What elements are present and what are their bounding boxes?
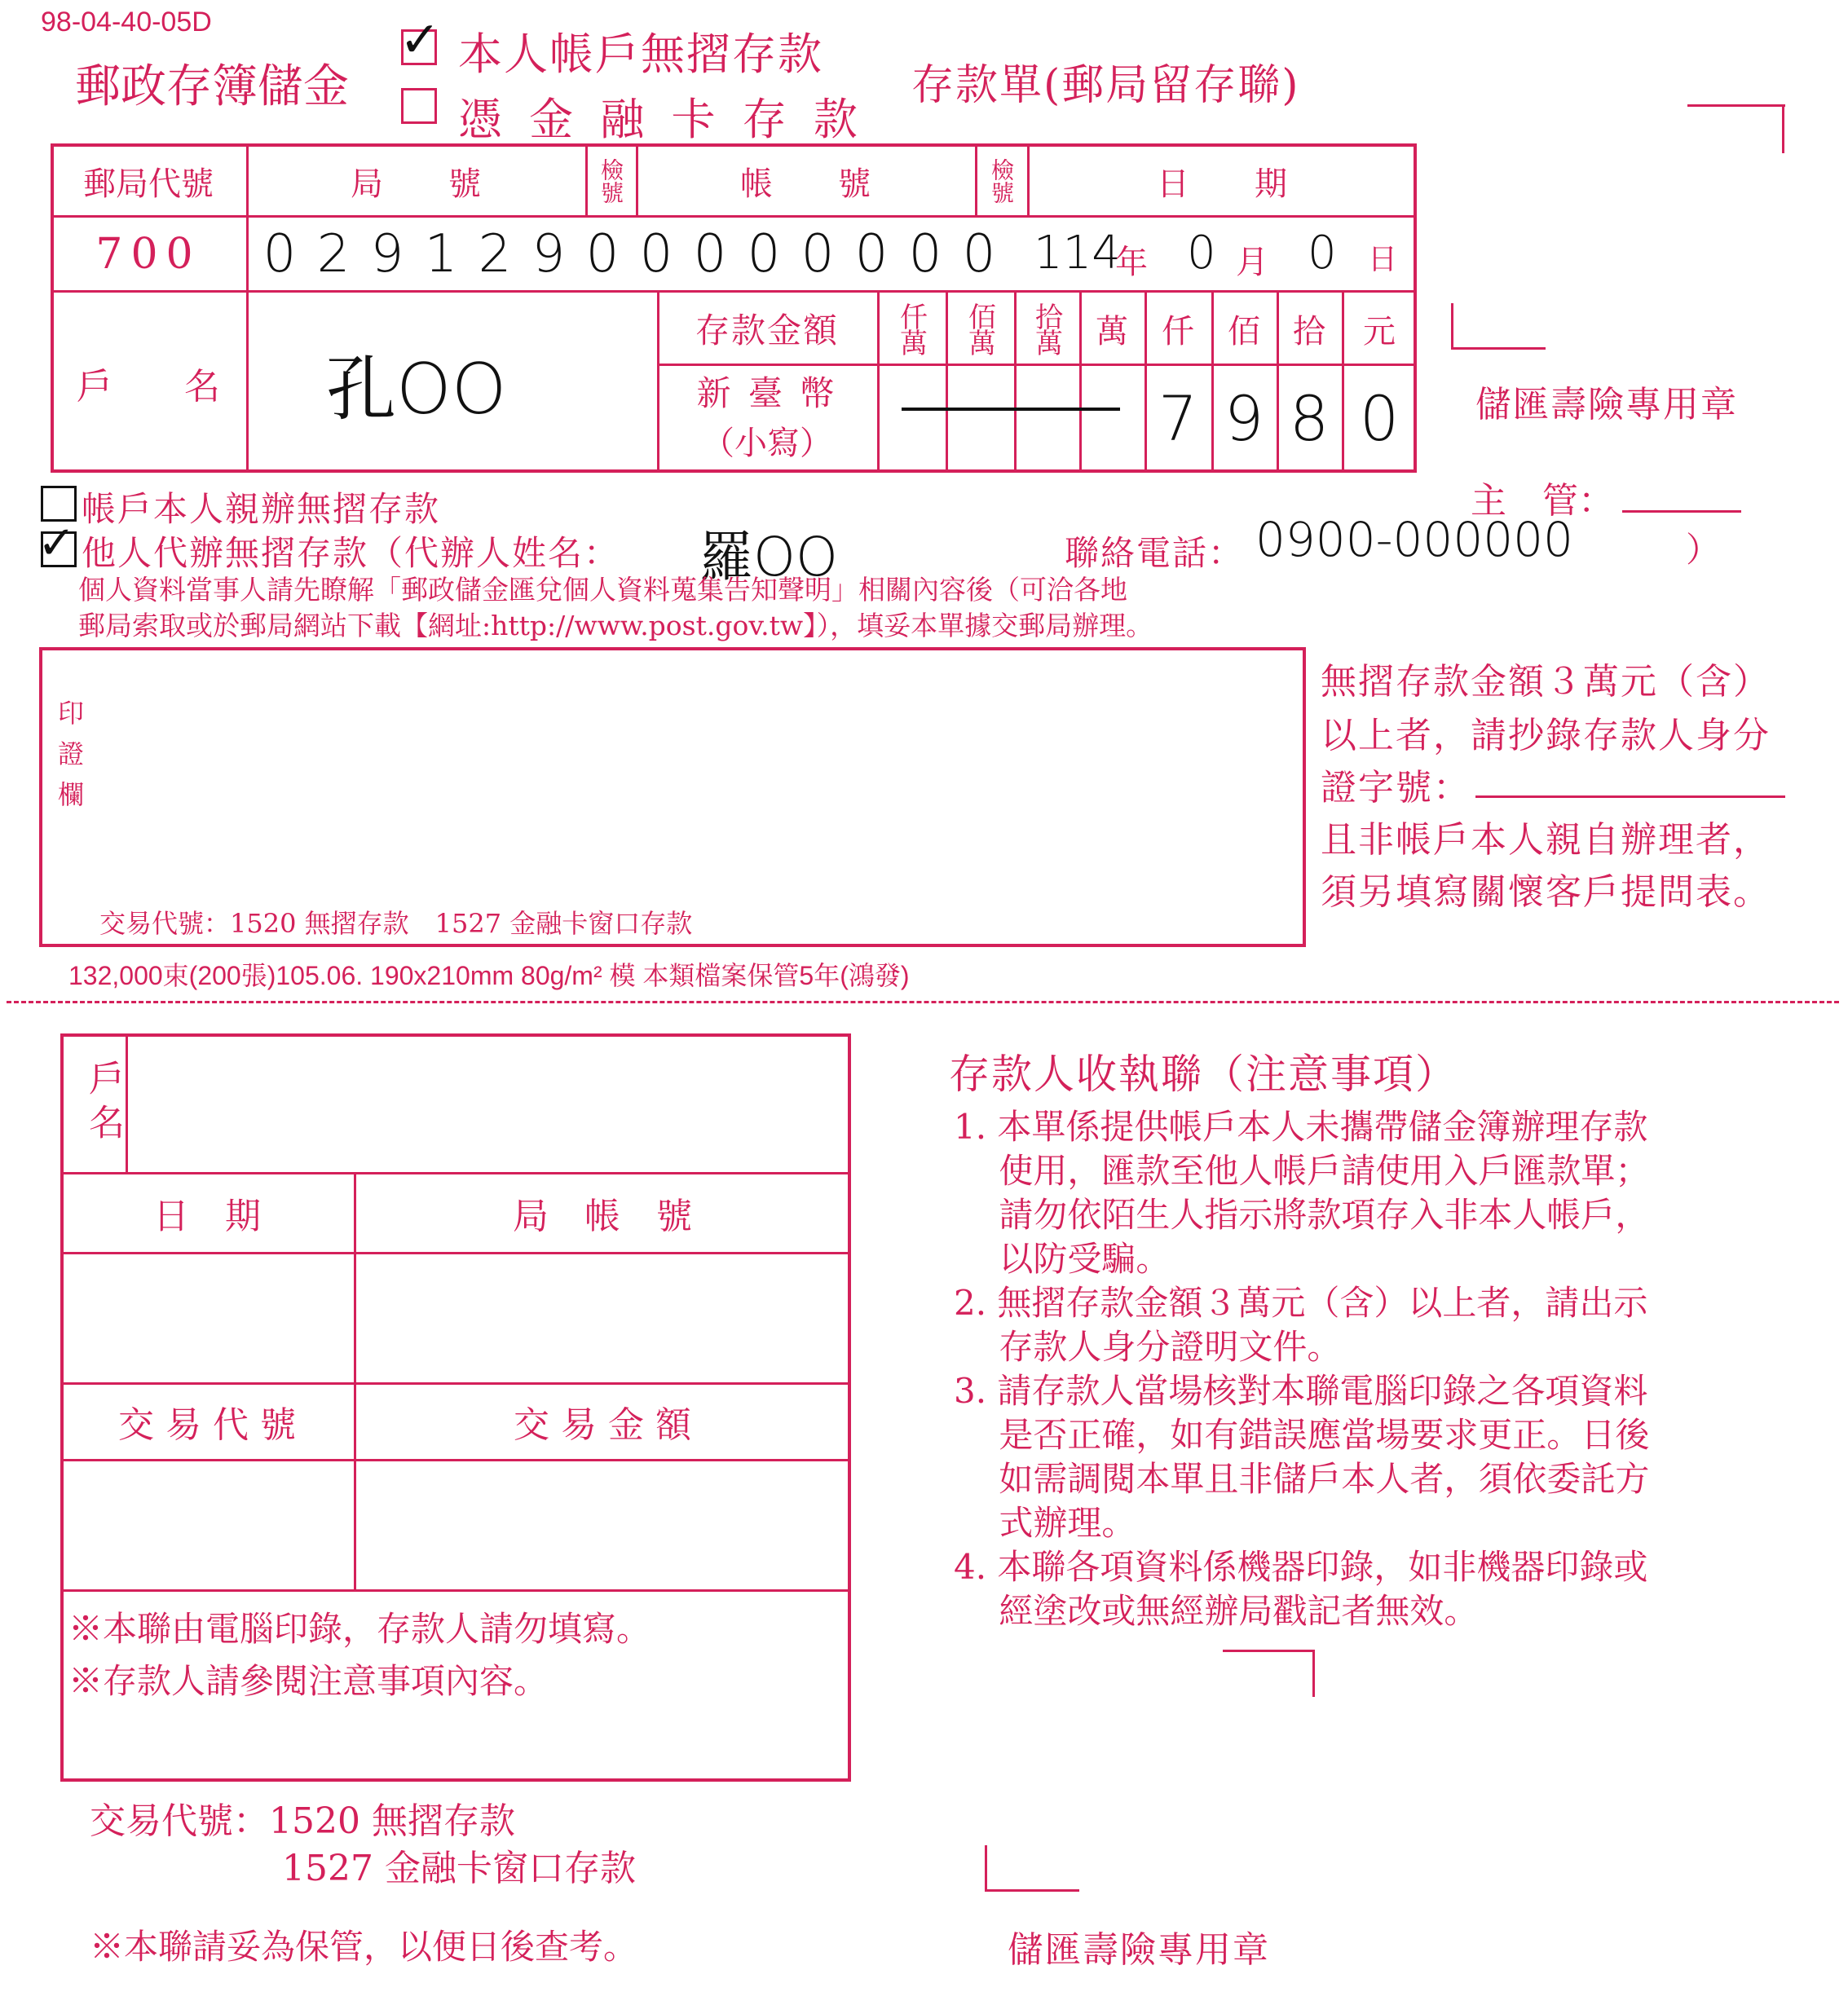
notice-2 [954,1281,1649,1369]
digit-2: 2 [316,224,351,284]
digit-14: 0 [962,224,996,284]
option-card-label: 憑 金 融 卡 存 款 [458,94,864,145]
notice-2-line: 2. 無摺存款金額３萬元（含）以上者，請出示 [954,1283,1648,1323]
self-label: 帳戶本人親辦無摺存款 [82,489,441,529]
option-card-checkbox[interactable] [401,88,437,124]
proxy-name-value[interactable]: 羅OO [699,526,838,588]
digit-4: 1 [424,224,458,284]
digit-8: 0 [639,224,673,284]
notice-1-line: 以防受騙。 [954,1239,1171,1279]
date-month-value: 0 [1187,227,1216,280]
bottom-trans-code-1: 交易代號：1520 無摺存款 [90,1800,515,1842]
form-title-right: 存款單(郵局留存聯) [911,61,1300,110]
receipt-name-label: 戶名 [82,1060,124,1148]
digit-9: 0 [693,224,727,284]
option-self-check-mark: ✓ [399,11,441,68]
bottom-trans-code-2: 1527 金融卡窗口存款 [282,1848,636,1889]
right-note-line-2: 以上者，請抄錄存款人身分 [1321,715,1771,756]
corner-mark-top-right-h [1687,104,1785,107]
notice-1-line: 1. 本單係提供帳戶本人未攜帶儲金簿辦理存款 [954,1107,1648,1147]
date-month-unit: 月 [1236,244,1268,281]
account-digits-row[interactable] [253,220,1019,289]
proxy-check-mark: ✓ [37,517,76,570]
receipt-corner-v [1312,1650,1315,1697]
stamp-label: 儲匯壽險專用章 [1475,384,1738,425]
amount-digit-hundreds: 9 [1224,381,1264,455]
digit-7: 0 [585,224,620,284]
digit-10: 0 [747,224,781,284]
bottom-note: ※本聯請妥為保管，以便日後查考。 [90,1927,638,1967]
bottom-stamp-corner-v [985,1845,987,1891]
amount-digit-tens: 8 [1289,381,1330,455]
stamp-corner-v [1451,303,1453,349]
account-name-value[interactable]: 孔OO [326,349,507,430]
receipt-note-1: ※本聯由電腦印錄，存款人請勿填寫。 [68,1609,651,1649]
receipt-title: 存款人收執聯（注意事項） [949,1051,1458,1098]
account-name-label: 戶 名 [77,366,220,408]
receipt-row-5 [60,1589,851,1592]
date-year-value: 114 [1034,227,1121,280]
notice-1-line: 使用，匯款至他人帳戶請使用入戶匯款單； [954,1151,1650,1191]
proxy-label: 他人代辦無摺存款（代辦人姓名： [82,533,620,573]
privacy-line-2: 郵局索取或於郵局網站下載【網址:http://www.post.gov.tw】），填妥本單據交郵局辦理。 [78,610,1153,641]
unit-10: 拾 [1293,312,1325,350]
header-check2: 檢號 [988,158,1015,204]
amount-label: 存款金額 [695,311,839,350]
receipt-tcode-label: 交 易 代 號 [118,1404,296,1446]
unit-10k: 萬 [1096,312,1128,350]
receipt-note-2: ※存款人請參閱注意事項內容。 [68,1661,549,1701]
unit-100k: 拾萬 [1030,302,1063,355]
right-note-line-5: 須另填寫關懷客戶提問表。 [1321,871,1771,913]
seal-box [39,647,1306,947]
notice-3-line: 3. 請存款人當場核對本聯電腦印錄之各項資料 [954,1371,1648,1411]
seal-box-trans-codes: 交易代號：1520 無摺存款 1527 金融卡窗口存款 [99,908,693,939]
privacy-line-1: 個人資料當事人請先瞭解「郵政儲金匯兌個人資料蒐集告知聲明」相關內容後（可洽各地 [78,574,1127,606]
amount-digit-thousands: 7 [1158,381,1198,455]
perforation-line [7,1001,1839,1003]
unit-1: 元 [1363,312,1396,350]
notice-3-line: 如需調閱本單且非儲戶本人者，須依委託方 [954,1459,1650,1499]
bottom-stamp-corner-h [985,1889,1079,1892]
date-day-value: 0 [1308,227,1337,280]
phone-label: 聯絡電話： [1065,533,1245,573]
notice-1 [954,1105,1649,1281]
receipt-row-2 [60,1252,851,1254]
digit-13: 0 [908,224,942,284]
header-account-no: 帳 號 [740,165,871,203]
phone-close: ） [1686,530,1721,570]
bottom-stamp-label: 儲匯壽險專用章 [1008,1929,1270,1971]
option-self-label: 本人帳戶無摺存款 [458,29,823,80]
right-note-line-1: 無摺存款金額３萬元（含） [1321,661,1771,703]
date-year-unit: 年 [1115,244,1148,281]
id-number-line [1475,795,1785,798]
print-info: 132,000束(200張)105.06. 190x210mm 80g/m² 模 本類檔案保管5年(鴻發) [68,961,910,990]
seal-label: 印證欄 [54,699,85,822]
unit-1m: 佰萬 [963,302,996,355]
stamp-corner-h [1451,347,1546,350]
notice-list [954,1105,1649,1633]
supervisor-line [1622,510,1741,513]
digit-6: 9 [531,224,566,284]
right-note-line-3: 證字號： [1321,767,1471,809]
unit-1k: 仟 [1162,312,1194,350]
receipt-date-label: 日 期 [153,1196,261,1237]
receipt-row-4 [60,1459,851,1461]
supervisor-label: 主 管： [1471,480,1614,522]
form-code: 98-04-40-05D [41,7,212,37]
unit-100: 佰 [1228,312,1260,350]
form-title-left: 郵政存簿儲金 [75,60,349,113]
currency-sub-label: （小寫） [702,424,832,462]
currency-label: 新 臺 幣 [696,373,838,413]
notice-2-line: 存款人身分證明文件。 [954,1327,1342,1367]
digit-5: 2 [478,224,512,284]
notice-1-line: 請勿依陌生人指示將款項存入非本人帳戶， [954,1195,1650,1235]
digit-11: 0 [801,224,835,284]
row-line-1 [51,215,1417,218]
phone-value[interactable]: 0900-000000 [1255,512,1573,567]
header-date: 日 期 [1157,165,1287,203]
header-bureau-no: 局 號 [351,165,481,203]
right-note-line-4: 且非帳戶本人親自辦理者， [1321,819,1771,861]
office-code-value: 700 [95,230,201,279]
digit-3: 9 [370,224,404,284]
receipt-tamount-label: 交 易 金 額 [514,1404,691,1446]
notice-4-line: 經塗改或無經辦局戳記者無效。 [954,1591,1479,1631]
amount-digit-ones: 0 [1359,381,1400,455]
notice-4 [954,1545,1649,1633]
digit-1: 0 [262,224,297,284]
notice-3 [954,1369,1649,1545]
notice-3-line: 是否正確，如有錯誤應當場要求更正。日後 [954,1415,1650,1455]
corner-mark-top-right-v [1782,104,1784,153]
unit-10m: 仟萬 [894,302,928,355]
amount-dash-line [902,408,1120,411]
header-office-code: 郵局代號 [83,165,214,203]
digit-12: 0 [854,224,889,284]
header-check1: 檢號 [598,158,624,204]
notice-3-line: 式辦理。 [954,1503,1136,1543]
date-day-unit: 日 [1368,243,1398,276]
receipt-acct-label: 局 帳 號 [513,1196,692,1237]
notice-4-line: 4. 本聯各項資料係機器印錄，如非機器印錄或 [954,1547,1648,1587]
receipt-corner-h [1223,1650,1314,1652]
